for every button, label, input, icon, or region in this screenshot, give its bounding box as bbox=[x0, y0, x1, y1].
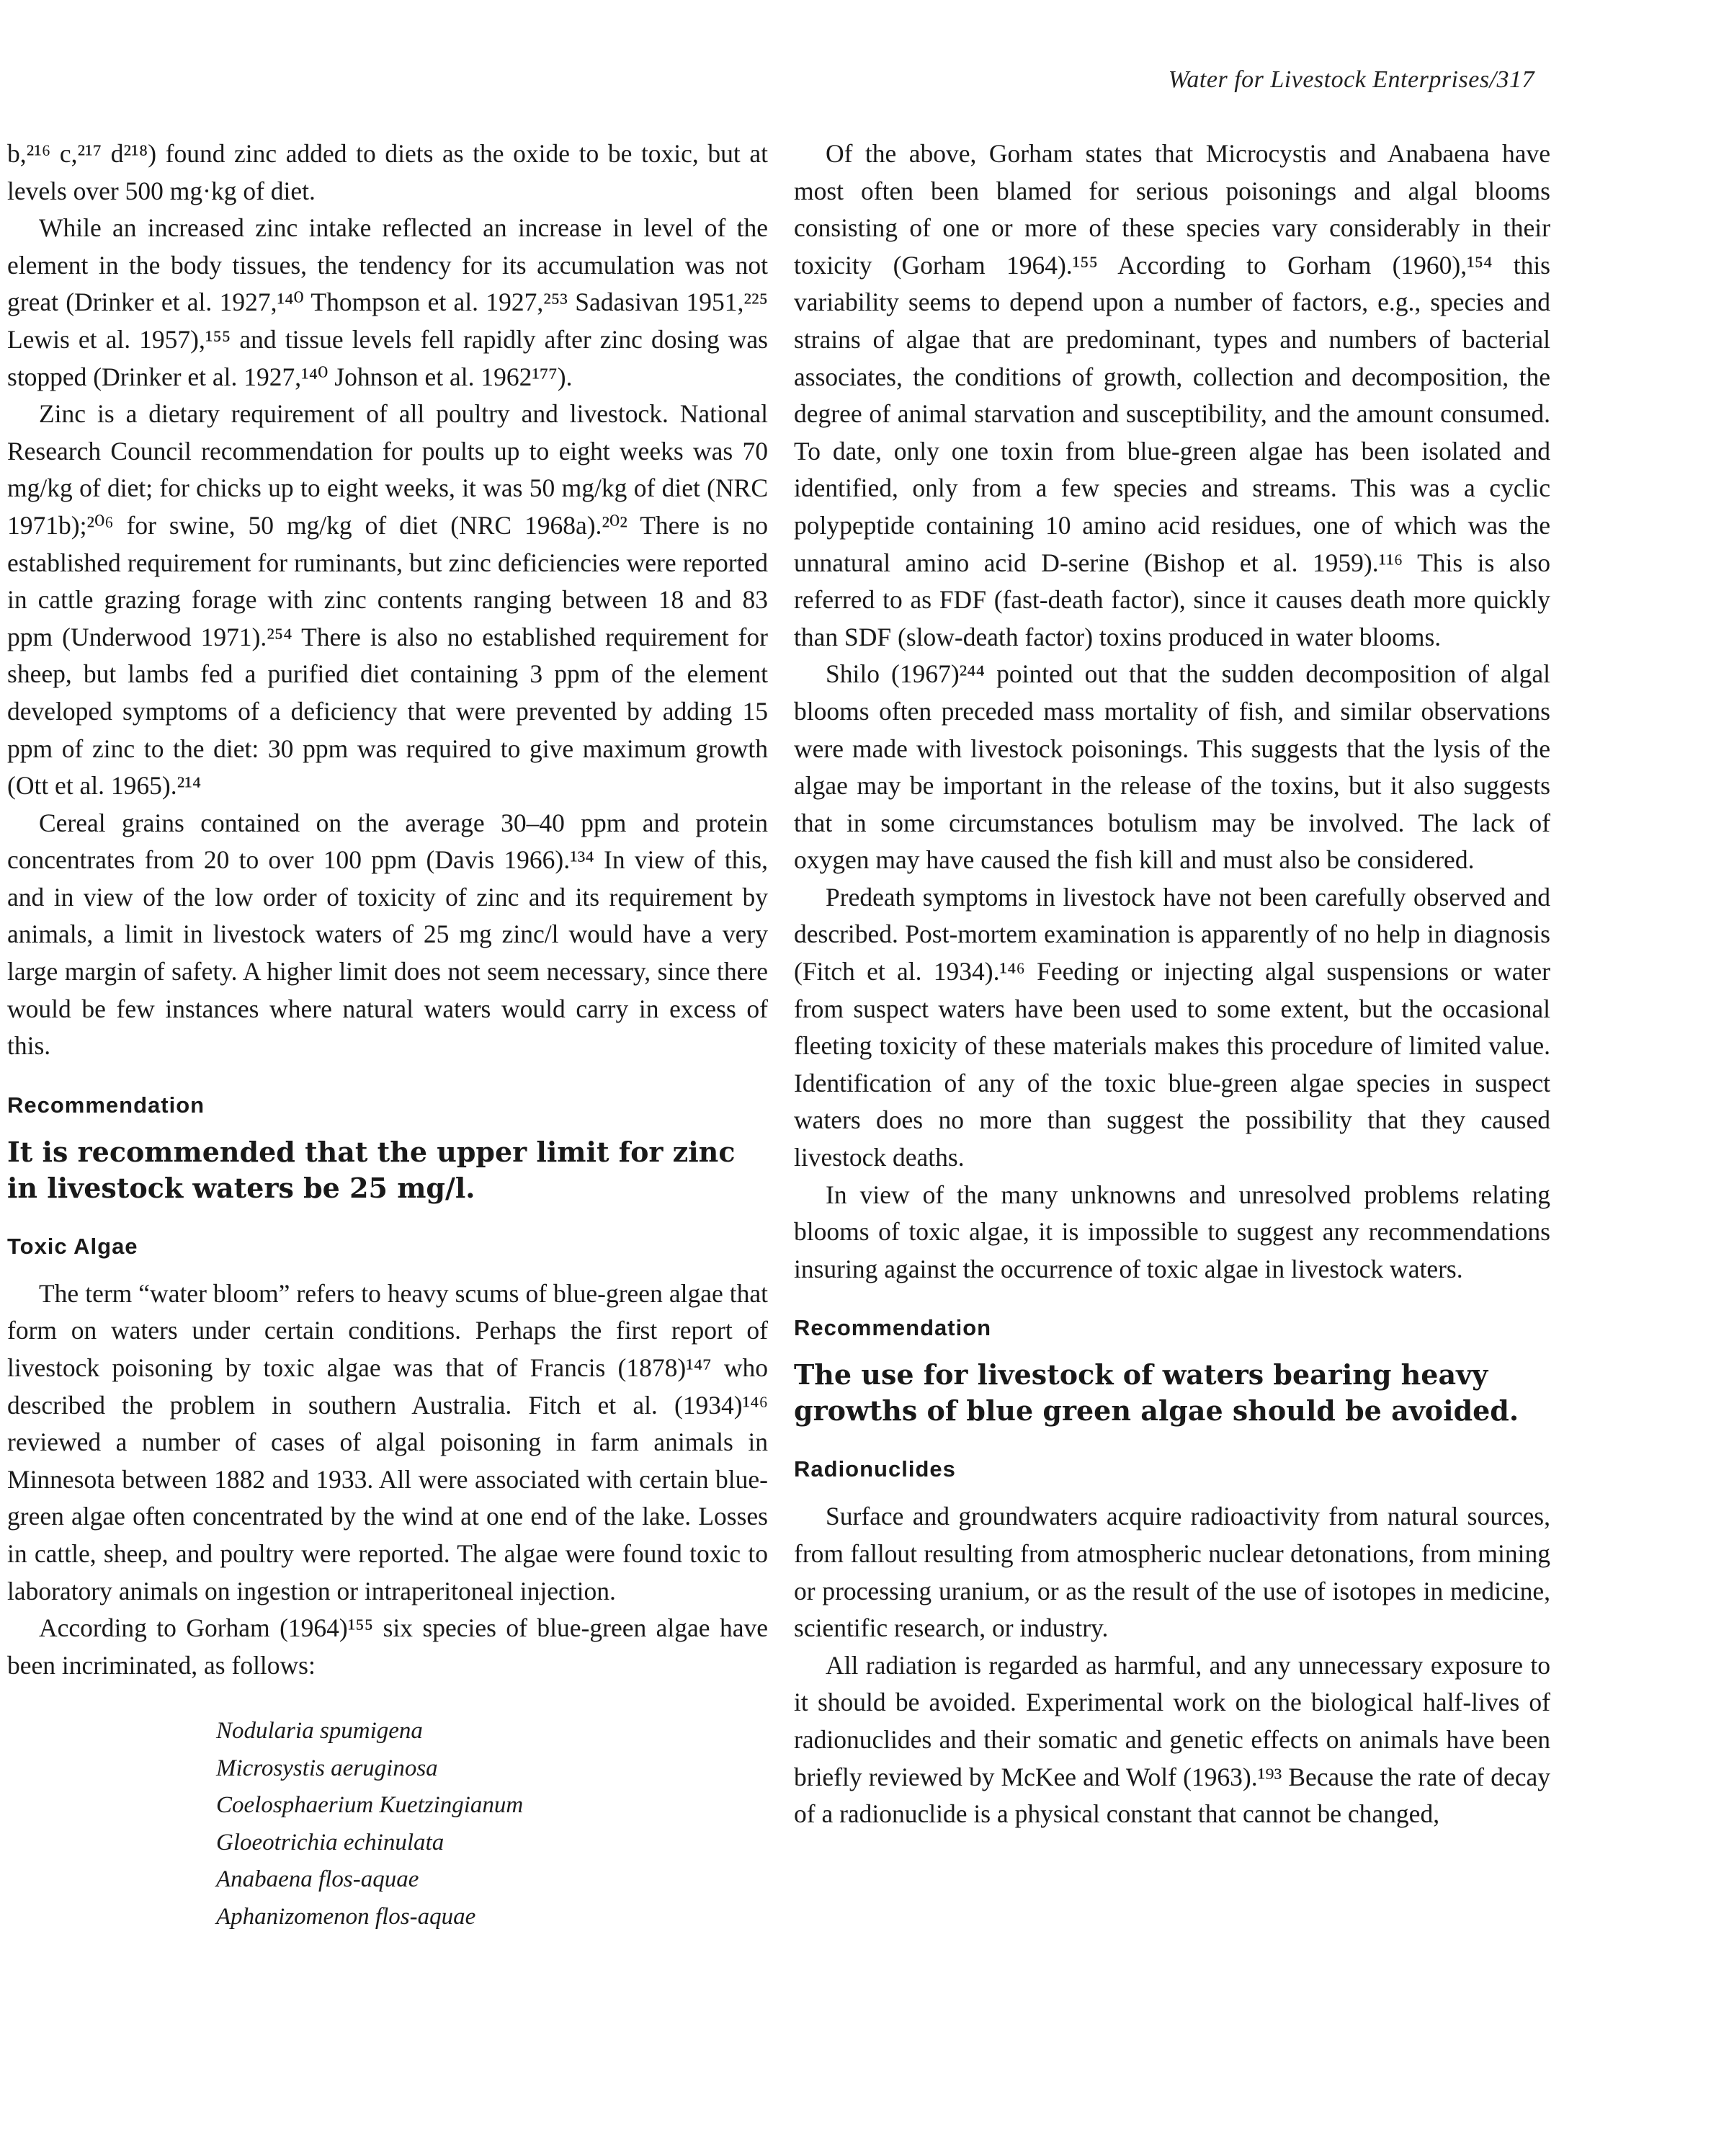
right-column bbox=[794, 135, 1550, 1833]
species-item: Coelosphaerium Kuetzingianum bbox=[216, 1792, 524, 1819]
paragraph: Of the above, Gorham states that Microcystis and Anabaena have most often been blamed for serious poisonings and algal blooms consisting of one or more of these species vary considerably in their toxicity (Gorham 1964).¹⁵⁵ According to Gorham (1960),¹⁵⁴ this variability seems to depend upon a number of factors, e.g., species and strains of algae that are predominant, types and numbers of bacterial associates, the conditions of growth, collection and decomposition, the degree of animal starvation and susceptibility, and the amount consumed. To date, only one toxin from blue-green algae has been isolated and identified, only from a few species and streams. This was a cyclic polypeptide containing 10 amino acid residues, one of which was the unnatural amino acid D-serine (Bishop et al. 1959).¹¹⁶ This is also referred to as FDF (fast-death factor), since it causes death more quickly than SDF (slow-death factor) toxins produced in water blooms. bbox=[794, 139, 1550, 651]
recommendation-text: It is recommended that the upper limit for zinc in livestock waters be 25 mg/l. bbox=[7, 1135, 736, 1204]
paragraph: According to Gorham (1964)¹⁵⁵ six species of blue-green algae have been incriminated, as follows: bbox=[7, 1613, 768, 1680]
running-head: Water for Livestock Enterprises/317 bbox=[1168, 66, 1534, 93]
species-item: Anabaena flos-aquae bbox=[216, 1866, 419, 1893]
recommendation-text: The use for livestock of waters bearing heavy growths of blue green algae should be avoided. bbox=[794, 1358, 1519, 1427]
species-item: Gloeotrichia echinulata bbox=[216, 1829, 444, 1856]
paragraph: Surface and groundwaters acquire radioactivity from natural sources, from fallout resulting from atmospheric nuclear detonations, from mining or processing uranium, or as the result of the use of isotopes in medicine, scientific research, or industry. bbox=[794, 1502, 1550, 1643]
paragraph: Predeath symptoms in livestock have not been carefully observed and described. Post-mortem examination is apparently of no help in diagnosis (Fitch et al. 1934).¹⁴⁶ Feeding or injecting algal suspensions or water from suspect waters have been used to some extent, but the occasional fleeting toxicity of these materials makes this procedure of limited value. Identification of any of the toxic blue-green algae species in suspect waters does no more than suggest the possibility that they caused livestock deaths. bbox=[794, 882, 1550, 1172]
species-list bbox=[216, 1713, 768, 1936]
species-item: Aphanizomenon flos-aquae bbox=[216, 1903, 476, 1930]
paragraph: The term “water bloom” refers to heavy scums of blue-green algae that form on waters under certain conditions. Perhaps the first report of livestock poisoning by toxic algae was that of Francis (1878)¹⁴⁷ who described the problem in southern Australia. Fitch et al. (1934)¹⁴⁶ reviewed a number of cases of algal poisoning in farm animals in Minnesota between 1882 and 1933. All were associated with certain blue-green algae often concentrated by the wind at one end of the lake. Losses in cattle, sheep, and poultry were reported. The algae were found toxic to laboratory animals on ingestion or intraperitoneal injection. bbox=[7, 1278, 768, 1605]
paragraph: All radiation is regarded as harmful, and any unnecessary exposure to it should be avoided. Experimental work on the biological half-lives of radionuclides and their somatic and genetic effects on animals have been briefly reviewed by McKee and Wolf (1963).¹⁹³ Because the rate of decay of a radionuclide is a physical constant that cannot be changed, bbox=[794, 1650, 1550, 1829]
paragraph: Zinc is a dietary requirement of all poultry and livestock. National Research Council recommendation for poults up to eight weeks was 70 mg/kg of diet; for chicks up to eight weeks, it was 50 mg/kg of diet (NRC 1971b);²⁰⁶ for swine, 50 mg/kg of diet (NRC 1968a).²⁰² There is no established requirement for ruminants, but zinc deficiencies were reported in cattle grazing forage with zinc contents ranging between 18 and 83 ppm (Underwood 1971).²⁵⁴ There is also no established requirement for sheep, but lambs fed a purified diet containing 3 ppm of the element developed symptoms of a deficiency that were prevented by adding 15 ppm of zinc to the diet: 30 ppm was required to give maximum growth (Ott et al. 1965).²¹⁴ bbox=[7, 399, 768, 801]
paragraph: Cereal grains contained on the average 30–40 ppm and protein concentrates from 20 to over 100 ppm (Davis 1966).¹³⁴ In view of this, and in view of the low order of toxicity of zinc and its requirement by animals, a limit in livestock waters of 25 mg zinc/l would have a very large margin of safety. A higher limit does not seem necessary, since there would be few instances where natural waters would carry in excess of this. bbox=[7, 808, 768, 1061]
paragraph: While an increased zinc intake reflected an increase in level of the element in the body tissues, the tendency for its accumulation was not great (Drinker et al. 1927,¹⁴⁰ Thompson et al. 1927,²⁵³ Sadasivan 1951,²²⁵ Lewis et al. 1957),¹⁵⁵ and tissue levels fell rapidly after zinc dosing was stopped (Drinker et al. 1927,¹⁴⁰ Johnson et al. 1962¹⁷⁷). bbox=[7, 213, 768, 391]
paragraph: In view of the many unknowns and unresolved problems relating blooms of toxic algae, it is impossible to suggest any recommendations insuring against the occurrence of toxic algae in livestock waters. bbox=[794, 1180, 1550, 1283]
species-item: Microsystis aeruginosa bbox=[216, 1755, 438, 1781]
section-heading-toxic-algae: Toxic Algae bbox=[7, 1233, 138, 1259]
section-heading-radionuclides: Radionuclides bbox=[794, 1456, 956, 1482]
species-item: Nodularia spumigena bbox=[216, 1718, 423, 1745]
section-heading-recommendation: Recommendation bbox=[7, 1092, 205, 1118]
left-column bbox=[7, 135, 768, 1936]
section-heading-recommendation: Recommendation bbox=[794, 1315, 992, 1341]
paragraph: Shilo (1967)²⁴⁴ pointed out that the sudden decomposition of algal blooms often preceded mass mortality of fish, and similar observations were made with livestock poisonings. This suggests that the lysis of the algae may be important in the release of the toxins, but it also suggests that in some circumstances botulism may be involved. The lack of oxygen may have caused the fish kill and must also be considered. bbox=[794, 659, 1550, 875]
paragraph: b,²¹⁶ c,²¹⁷ d²¹⁸) found zinc added to diets as the oxide to be toxic, but at levels over 500 mg·kg of diet. bbox=[7, 139, 768, 205]
